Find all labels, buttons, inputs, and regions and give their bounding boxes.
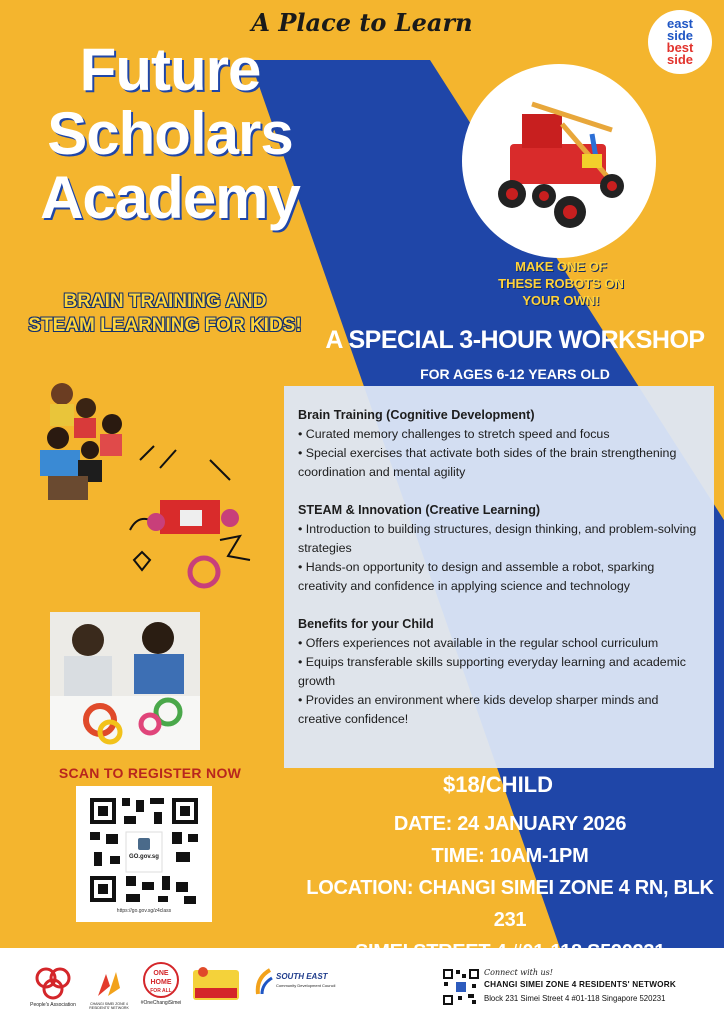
connect-label: Connect with us! bbox=[484, 968, 554, 977]
section-steam bbox=[298, 501, 702, 596]
qr-center-label: GO.gov.sg bbox=[129, 854, 159, 860]
network-name: CHANGI SIMEI ZONE 4 RESIDENTS' NETWORK bbox=[484, 980, 676, 989]
qr-url: https://go.gov.sg/z4class bbox=[116, 908, 172, 914]
event-location-line1: LOCATION: CHANGI SIMEI ZONE 4 RN, BLK 231 bbox=[306, 877, 714, 931]
section-title: Brain Training (Cognitive Development) bbox=[298, 408, 535, 422]
bullet-item: • Offers experiences not available in the regular school curriculum bbox=[298, 636, 659, 650]
workshop-description-box bbox=[284, 386, 714, 768]
tagline: A Place to Learn bbox=[251, 8, 473, 37]
event-badge-icon bbox=[191, 962, 241, 1006]
bullet-item: • Special exercises that activate both sides of the brain strengthening coordination and mental agility bbox=[298, 446, 677, 479]
section-benefits bbox=[298, 615, 702, 729]
workshop-heading: A SPECIAL 3-HOUR WORKSHOP bbox=[325, 326, 705, 354]
page-title: Future Scholars Academy bbox=[40, 36, 300, 231]
bullet-item: • Curated memory challenges to stretch speed and focus bbox=[298, 427, 610, 441]
peoples-association-logo: People's Association bbox=[28, 966, 78, 1008]
section-title: Benefits for your Child bbox=[298, 617, 434, 631]
robot-illustration-icon bbox=[462, 64, 656, 258]
rn-figures-icon bbox=[92, 966, 126, 1000]
robot-photo bbox=[462, 64, 656, 258]
one-home-for-all-logo: ONE HOME FOR ALL #OneChangiSimei bbox=[138, 962, 184, 1006]
subtitle: BRAIN TRAINING AND STEAM LEARNING FOR KIDS! bbox=[28, 291, 302, 336]
event-details bbox=[300, 808, 720, 968]
footer-qr-icon[interactable] bbox=[442, 968, 480, 1006]
pa-flower-icon bbox=[33, 966, 73, 1000]
robot-caption: MAKE ONE OF THESE ROBOTS ON YOUR OWN! bbox=[498, 259, 624, 308]
bullet-item: • Equips transferable skills supporting everyday learning and academic growth bbox=[298, 655, 686, 688]
network-address: Block 231 Simei Street 4 #01-118 Singapore 520231 bbox=[484, 994, 666, 1003]
cdc-swirl-icon bbox=[254, 966, 274, 996]
section-title: STEAM & Innovation (Creative Learning) bbox=[298, 503, 541, 517]
poster: A Place to Learn east side best side Future Scholars Academy BRAIN TRAINING AND STEAM LEARNING FOR KIDS! MAKE ONE OF THESE ROBOTS ON YOUR OWN! A SPECIAL 3-HOUR WORKSHOP FOR AGES 6-12 YEARS OLD Brain Training (Cognitive Development) • Curated memory challenges to stretch speed and focus • Special exercises that activate both sides of the brain strengthening coordination and mental agility STEAM & Innovation (Creative Learning) • Introduction to building structures, design thinking, and problem-solving strategies • Hands-on opportunity to design and assemble a robot, sparking creativity and confidence in applying science and technology Benefits for your Child • Offers experiences not available in the regular school curriculum • Equips transferable skills supporting everyday learning and academic growth • Provides an environment where kids develop sharper minds and creative confidence! SCAN TO REGISTER NOW GO.gov.sg https://go.gov.sg/z4class $18/CHILD DATE: 24 JANUARY 2026 TIME: 10AM-1PM LOCATION: CHANGI SIMEI ZONE 4 RN, BLK 231 People's Association CHANGI SIMEI ZONE 4 RESIDENTS' NETWORK ONE HOME FOR ALL #OneChangiSimei SOUTH EAST Community Development Council Connect with us! CHANGI SIMEI ZONE 4 RESIDENTS' NETWORK Block 231 Simei Street 4 #01-118 Singapore 520231 bbox=[0, 0, 724, 1024]
bullet-item: • Provides an environment where kids develop sharper minds and creative confidence! bbox=[298, 693, 659, 726]
bullet-item: • Hands-on opportunity to design and assemble a robot, sparking creativity and confidence in applying science and technology bbox=[298, 560, 655, 593]
robot-doodle-illustration bbox=[120, 440, 260, 590]
bullet-item: • Introduction to building structures, design thinking, and problem-solving strategies bbox=[298, 522, 697, 555]
residents-network-logo: CHANGI SIMEI ZONE 4 RESIDENTS' NETWORK bbox=[84, 966, 134, 1010]
event-time: TIME: 10AM-1PM bbox=[431, 845, 589, 867]
event-date: DATE: 24 JANUARY 2026 bbox=[393, 813, 627, 835]
scan-to-register-label: SCAN TO REGISTER NOW bbox=[58, 765, 242, 781]
east-side-best-side-logo: east side best side bbox=[648, 10, 712, 74]
ages-label: FOR AGES 6-12 YEARS OLD bbox=[420, 366, 610, 382]
section-brain-training bbox=[298, 406, 702, 482]
price: $18/CHILD bbox=[442, 772, 554, 797]
kids-building-blocks-photo bbox=[50, 612, 200, 750]
event-logo bbox=[190, 962, 242, 1008]
